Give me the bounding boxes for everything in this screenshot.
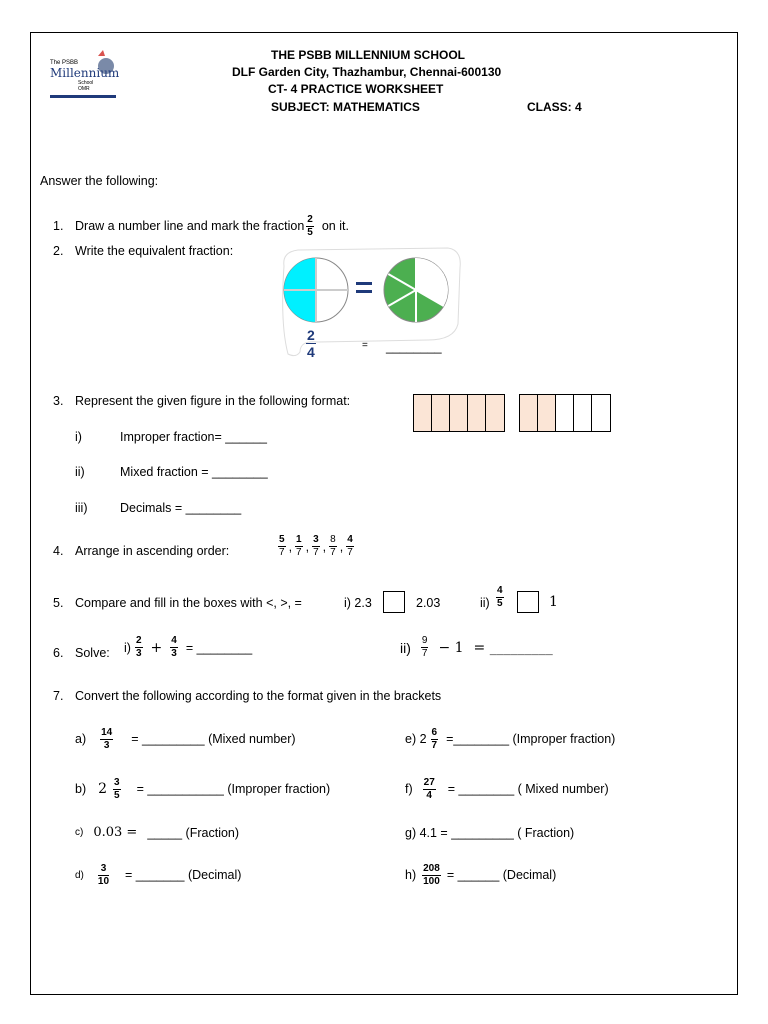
logo-text-the: The PSBB (50, 60, 79, 66)
q7-a-tail: = _________ (Mixed number) (131, 732, 296, 746)
school-address: DLF Garden City, Thazhambur, Chennai-600130 (232, 65, 502, 79)
q7-b-num: 3 (114, 776, 120, 788)
q7-text: Convert the following according to the format given in the brackets (75, 689, 442, 703)
q4-frac-2-den: 7 (296, 547, 302, 558)
q7-d-tail: = _______ (Decimal) (125, 868, 242, 882)
q6-text: Solve: (75, 646, 110, 660)
q7-b-whole: 2 (98, 781, 108, 797)
q4-fraction-list (278, 535, 354, 558)
q4-frac-3-num: 3 (313, 534, 319, 545)
q5-i-label: i) 2.3 (344, 596, 372, 610)
q1-fraction (306, 215, 314, 238)
q7-c (75, 825, 239, 840)
q2-equals: = (362, 340, 368, 351)
q6-c-den: 7 (421, 648, 428, 659)
q5-ii-num: 4 (497, 585, 503, 596)
q6-plus: + (150, 639, 163, 656)
q2-frac-num: 2 (307, 327, 315, 343)
q3-item-1-label: i) (75, 430, 82, 444)
q7-e-num: 6 (431, 726, 438, 738)
q7-c-label: c) (75, 827, 84, 838)
q6-part-i (124, 636, 252, 659)
q7-f-den: 4 (426, 789, 432, 801)
q7-h-label: h) (405, 868, 417, 882)
q3-number: 3. (53, 394, 64, 408)
q4-sep: , (288, 539, 293, 554)
q6-part-ii (400, 636, 553, 659)
logo-text-omr: OMR (78, 86, 90, 92)
q4-frac-3-den: 7 (313, 547, 319, 558)
q2-text: Write the equivalent fraction: (75, 244, 234, 258)
q3-text: Represent the given figure in the following format: (75, 394, 351, 408)
q4-number: 4. (53, 544, 64, 558)
subject-label: SUBJECT: MATHEMATICS (271, 100, 420, 114)
q7-c-expr: 0.03 = (93, 825, 138, 840)
q6-i-label: i) (124, 640, 131, 655)
q7-e-label: e) 2 (405, 732, 427, 746)
q7-h-num: 208 (423, 862, 440, 874)
q5-ii-label: ii) (480, 596, 490, 610)
q6-a-den: 3 (135, 648, 142, 659)
q6-minus-one: − 1 (438, 639, 464, 656)
q7-h-tail: = ______ (Decimal) (446, 868, 557, 882)
q7-b-den: 5 (114, 789, 120, 801)
q7-e (405, 722, 615, 756)
q7-d-num: 3 (98, 864, 109, 876)
q6-ii-tail: = _________ (473, 639, 553, 656)
q2-number: 2. (53, 244, 64, 258)
q2-frac-den: 4 (307, 344, 315, 360)
q5-ii-fraction (496, 586, 504, 609)
q7-f-label: f) (405, 782, 413, 796)
q7-e-den: 7 (431, 739, 438, 751)
school-logo (48, 48, 118, 100)
q3-item-3-label: iii) (75, 501, 88, 515)
q5-ii-den: 5 (497, 598, 503, 609)
q7-b-tail: = ___________ (Improper fraction) (136, 782, 331, 796)
q1-frac-num: 2 (307, 213, 313, 225)
q6-ii-label: ii) (400, 639, 411, 656)
q7-d-label: d) (75, 869, 84, 881)
q5-i-right: 2.03 (416, 596, 441, 610)
q6-number: 6. (53, 646, 64, 660)
q6-b-den: 3 (171, 648, 177, 659)
fraction-bar-1 (413, 394, 505, 432)
q7-d-den: 10 (97, 875, 110, 887)
q3-item-3-text: Decimals = ________ (120, 501, 242, 515)
q4-frac-4-num: 8 (330, 534, 336, 545)
q7-a-label: a) (75, 732, 87, 746)
q6-b-num: 4 (171, 635, 177, 646)
q3-item-2-label: ii) (75, 465, 85, 479)
q4-frac-4-den: 7 (330, 547, 336, 558)
q2-blank: ________ (386, 340, 442, 354)
q7-h-den: 100 (423, 875, 440, 887)
q4-frac-5-num: 4 (347, 534, 353, 545)
question-1 (75, 210, 349, 242)
q3-item-2-text: Mixed fraction = ________ (120, 465, 268, 479)
q3-item-1-text: Improper fraction= ______ (120, 430, 267, 444)
q4-sep: , (339, 539, 344, 554)
q7-b-label: b) (75, 782, 87, 796)
q4-frac-1-den: 7 (279, 547, 285, 558)
q4-sep: , (305, 539, 310, 554)
q7-f-num: 27 (423, 776, 435, 788)
q1-tail: on it. (321, 219, 349, 233)
q5-ii-answer-box[interactable] (517, 591, 539, 613)
logo-text-school: School (78, 80, 94, 86)
q5-ii-right: 1 (549, 594, 558, 610)
worksheet-title: CT- 4 PRACTICE WORKSHEET (268, 82, 444, 96)
q4-frac-1-num: 5 (279, 534, 285, 545)
q1-number: 1. (53, 219, 64, 233)
q7-g: g) 4.1 = _________ ( Fraction) (405, 826, 575, 840)
q7-d (75, 858, 241, 892)
q7-f (405, 772, 609, 806)
q5-text: Compare and fill in the boxes with <, >, = (75, 596, 302, 610)
q7-f-tail: = ________ ( Mixed number) (447, 782, 609, 796)
q6-a-num: 2 (135, 635, 142, 646)
class-label: CLASS: 4 (527, 100, 582, 114)
q4-text: Arrange in ascending order: (75, 544, 230, 558)
q6-i-tail: = ________ (185, 640, 253, 655)
q7-e-tail: =________ (Improper fraction) (446, 732, 616, 746)
q7-h (405, 858, 556, 892)
q4-frac-2-num: 1 (296, 534, 302, 545)
q7-a-den: 3 (103, 739, 110, 751)
q7-number: 7. (53, 689, 64, 703)
school-name: THE PSBB MILLENNIUM SCHOOL (271, 48, 465, 62)
q7-a (75, 722, 296, 756)
q1-frac-den: 5 (307, 226, 313, 238)
logo-text-millennium: Millennium (50, 66, 120, 80)
q7-b (75, 772, 330, 806)
q5-number: 5. (53, 596, 64, 610)
q4-frac-5-den: 7 (347, 547, 353, 558)
q6-c-num: 9 (421, 635, 428, 646)
q7-a-num: 14 (101, 726, 113, 738)
q4-sep: , (322, 539, 327, 554)
q1-text: Draw a number line and mark the fraction (75, 219, 305, 233)
instruction: Answer the following: (40, 174, 159, 188)
fraction-bar-2 (519, 394, 611, 432)
q2-fraction (306, 328, 316, 359)
q5-i-answer-box[interactable] (383, 591, 405, 613)
q7-c-tail: _____ (Fraction) (147, 825, 240, 840)
